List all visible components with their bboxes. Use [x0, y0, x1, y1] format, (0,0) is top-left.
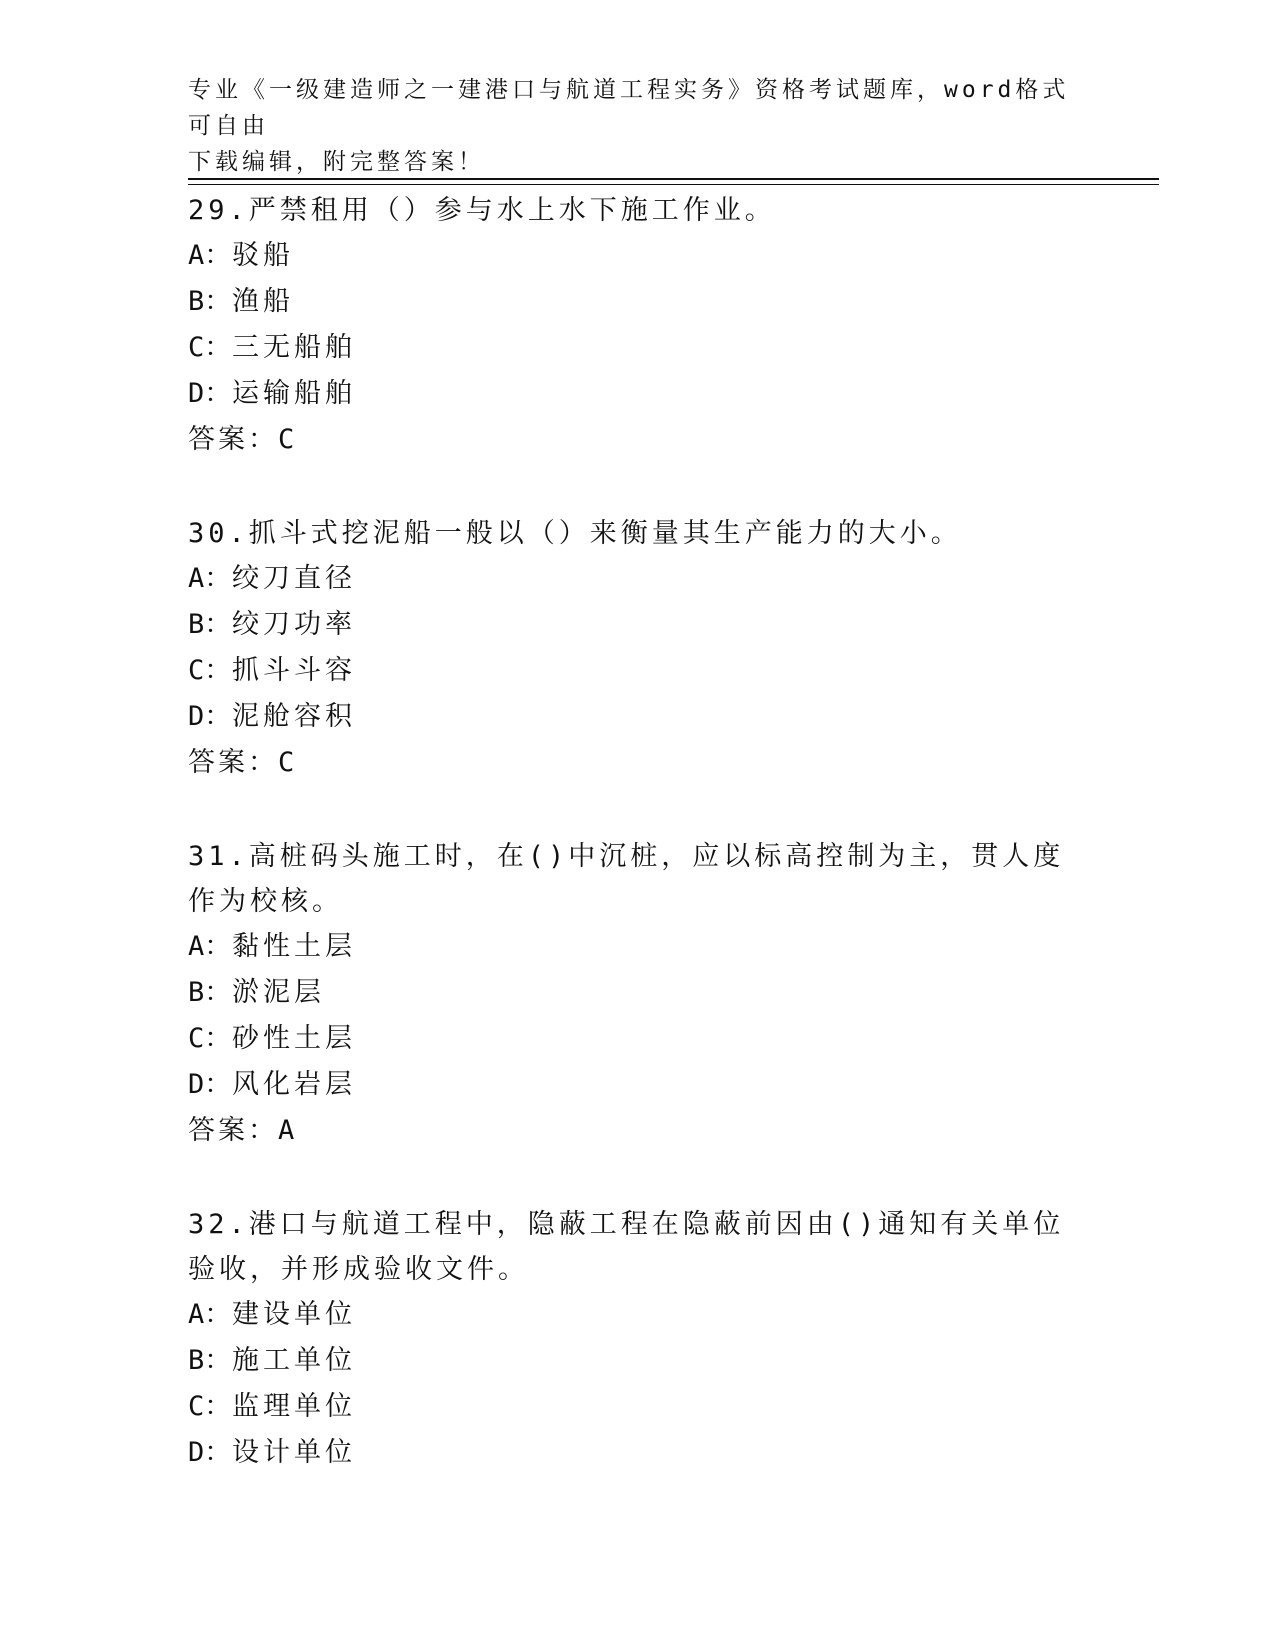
- option-letter: B：: [188, 609, 232, 640]
- option-text: 驳船: [232, 240, 294, 271]
- option-letter: D：: [188, 1069, 232, 1100]
- question-text: 29.严禁租用（）参与水上水下施工作业。: [188, 195, 776, 226]
- option-text: 绞刀直径: [232, 563, 356, 594]
- option-letter: B：: [188, 1345, 232, 1376]
- option-text: 设计单位: [232, 1437, 356, 1468]
- question-list: [188, 188, 1088, 1524]
- document-header: [188, 72, 1088, 180]
- option-b: [188, 1338, 1088, 1384]
- option-text: 黏性土层: [232, 931, 356, 962]
- question-30: [188, 511, 1088, 786]
- option-c: [188, 1016, 1088, 1062]
- option-a: [188, 556, 1088, 602]
- option-text: 泥舱容积: [232, 701, 356, 732]
- option-letter: A：: [188, 240, 232, 271]
- option-text: 建设单位: [232, 1299, 356, 1330]
- answer-line: 答案：C: [188, 747, 298, 778]
- question-29: [188, 188, 1088, 463]
- option-text: 淤泥层: [232, 977, 325, 1008]
- option-a: [188, 233, 1088, 279]
- option-text: 风化岩层: [232, 1069, 356, 1100]
- option-letter: C：: [188, 332, 232, 363]
- option-letter: A：: [188, 931, 232, 962]
- question-text: 32.港口与航道工程中，隐蔽工程在隐蔽前因由()通知有关单位验收，并形成验收文件。: [188, 1209, 1065, 1285]
- option-d: [188, 1430, 1088, 1476]
- option-letter: D：: [188, 701, 232, 732]
- option-d: [188, 694, 1088, 740]
- option-a: [188, 1292, 1088, 1338]
- option-a: [188, 924, 1088, 970]
- option-c: [188, 325, 1088, 371]
- option-b: [188, 970, 1088, 1016]
- option-letter: C：: [188, 655, 232, 686]
- option-b: [188, 279, 1088, 325]
- header-divider-thick: [188, 178, 1159, 180]
- option-letter: B：: [188, 286, 232, 317]
- option-d: [188, 371, 1088, 417]
- option-text: 三无船舶: [232, 332, 356, 363]
- option-text: 砂性土层: [232, 1023, 356, 1054]
- option-letter: A：: [188, 1299, 232, 1330]
- answer-line: 答案：A: [188, 1115, 298, 1146]
- answer-line: 答案：C: [188, 424, 298, 455]
- option-letter: D：: [188, 1437, 232, 1468]
- option-d: [188, 1062, 1088, 1108]
- option-c: [188, 648, 1088, 694]
- option-text: 绞刀功率: [232, 609, 356, 640]
- question-31: [188, 834, 1088, 1154]
- option-b: [188, 602, 1088, 648]
- header-line-1: 专业《一级建造师之一建港口与航道工程实务》资格考试题库，word格式可自由: [188, 77, 1070, 139]
- option-letter: C：: [188, 1391, 232, 1422]
- question-text: 31.高桩码头施工时，在()中沉桩，应以标高控制为主，贯人度作为校核。: [188, 841, 1065, 917]
- option-text: 施工单位: [232, 1345, 356, 1376]
- option-letter: A：: [188, 563, 232, 594]
- question-text: 30.抓斗式挖泥船一般以（）来衡量其生产能力的大小。: [188, 518, 962, 549]
- option-c: [188, 1384, 1088, 1430]
- header-line-2: 下载编辑，附完整答案！: [188, 149, 485, 175]
- option-text: 监理单位: [232, 1391, 356, 1422]
- option-letter: C：: [188, 1023, 232, 1054]
- option-text: 渔船: [232, 286, 294, 317]
- option-letter: B：: [188, 977, 232, 1008]
- header-divider-thin: [188, 184, 1159, 185]
- option-letter: D：: [188, 378, 232, 409]
- question-32: [188, 1202, 1088, 1476]
- option-text: 抓斗斗容: [232, 655, 356, 686]
- option-text: 运输船舶: [232, 378, 356, 409]
